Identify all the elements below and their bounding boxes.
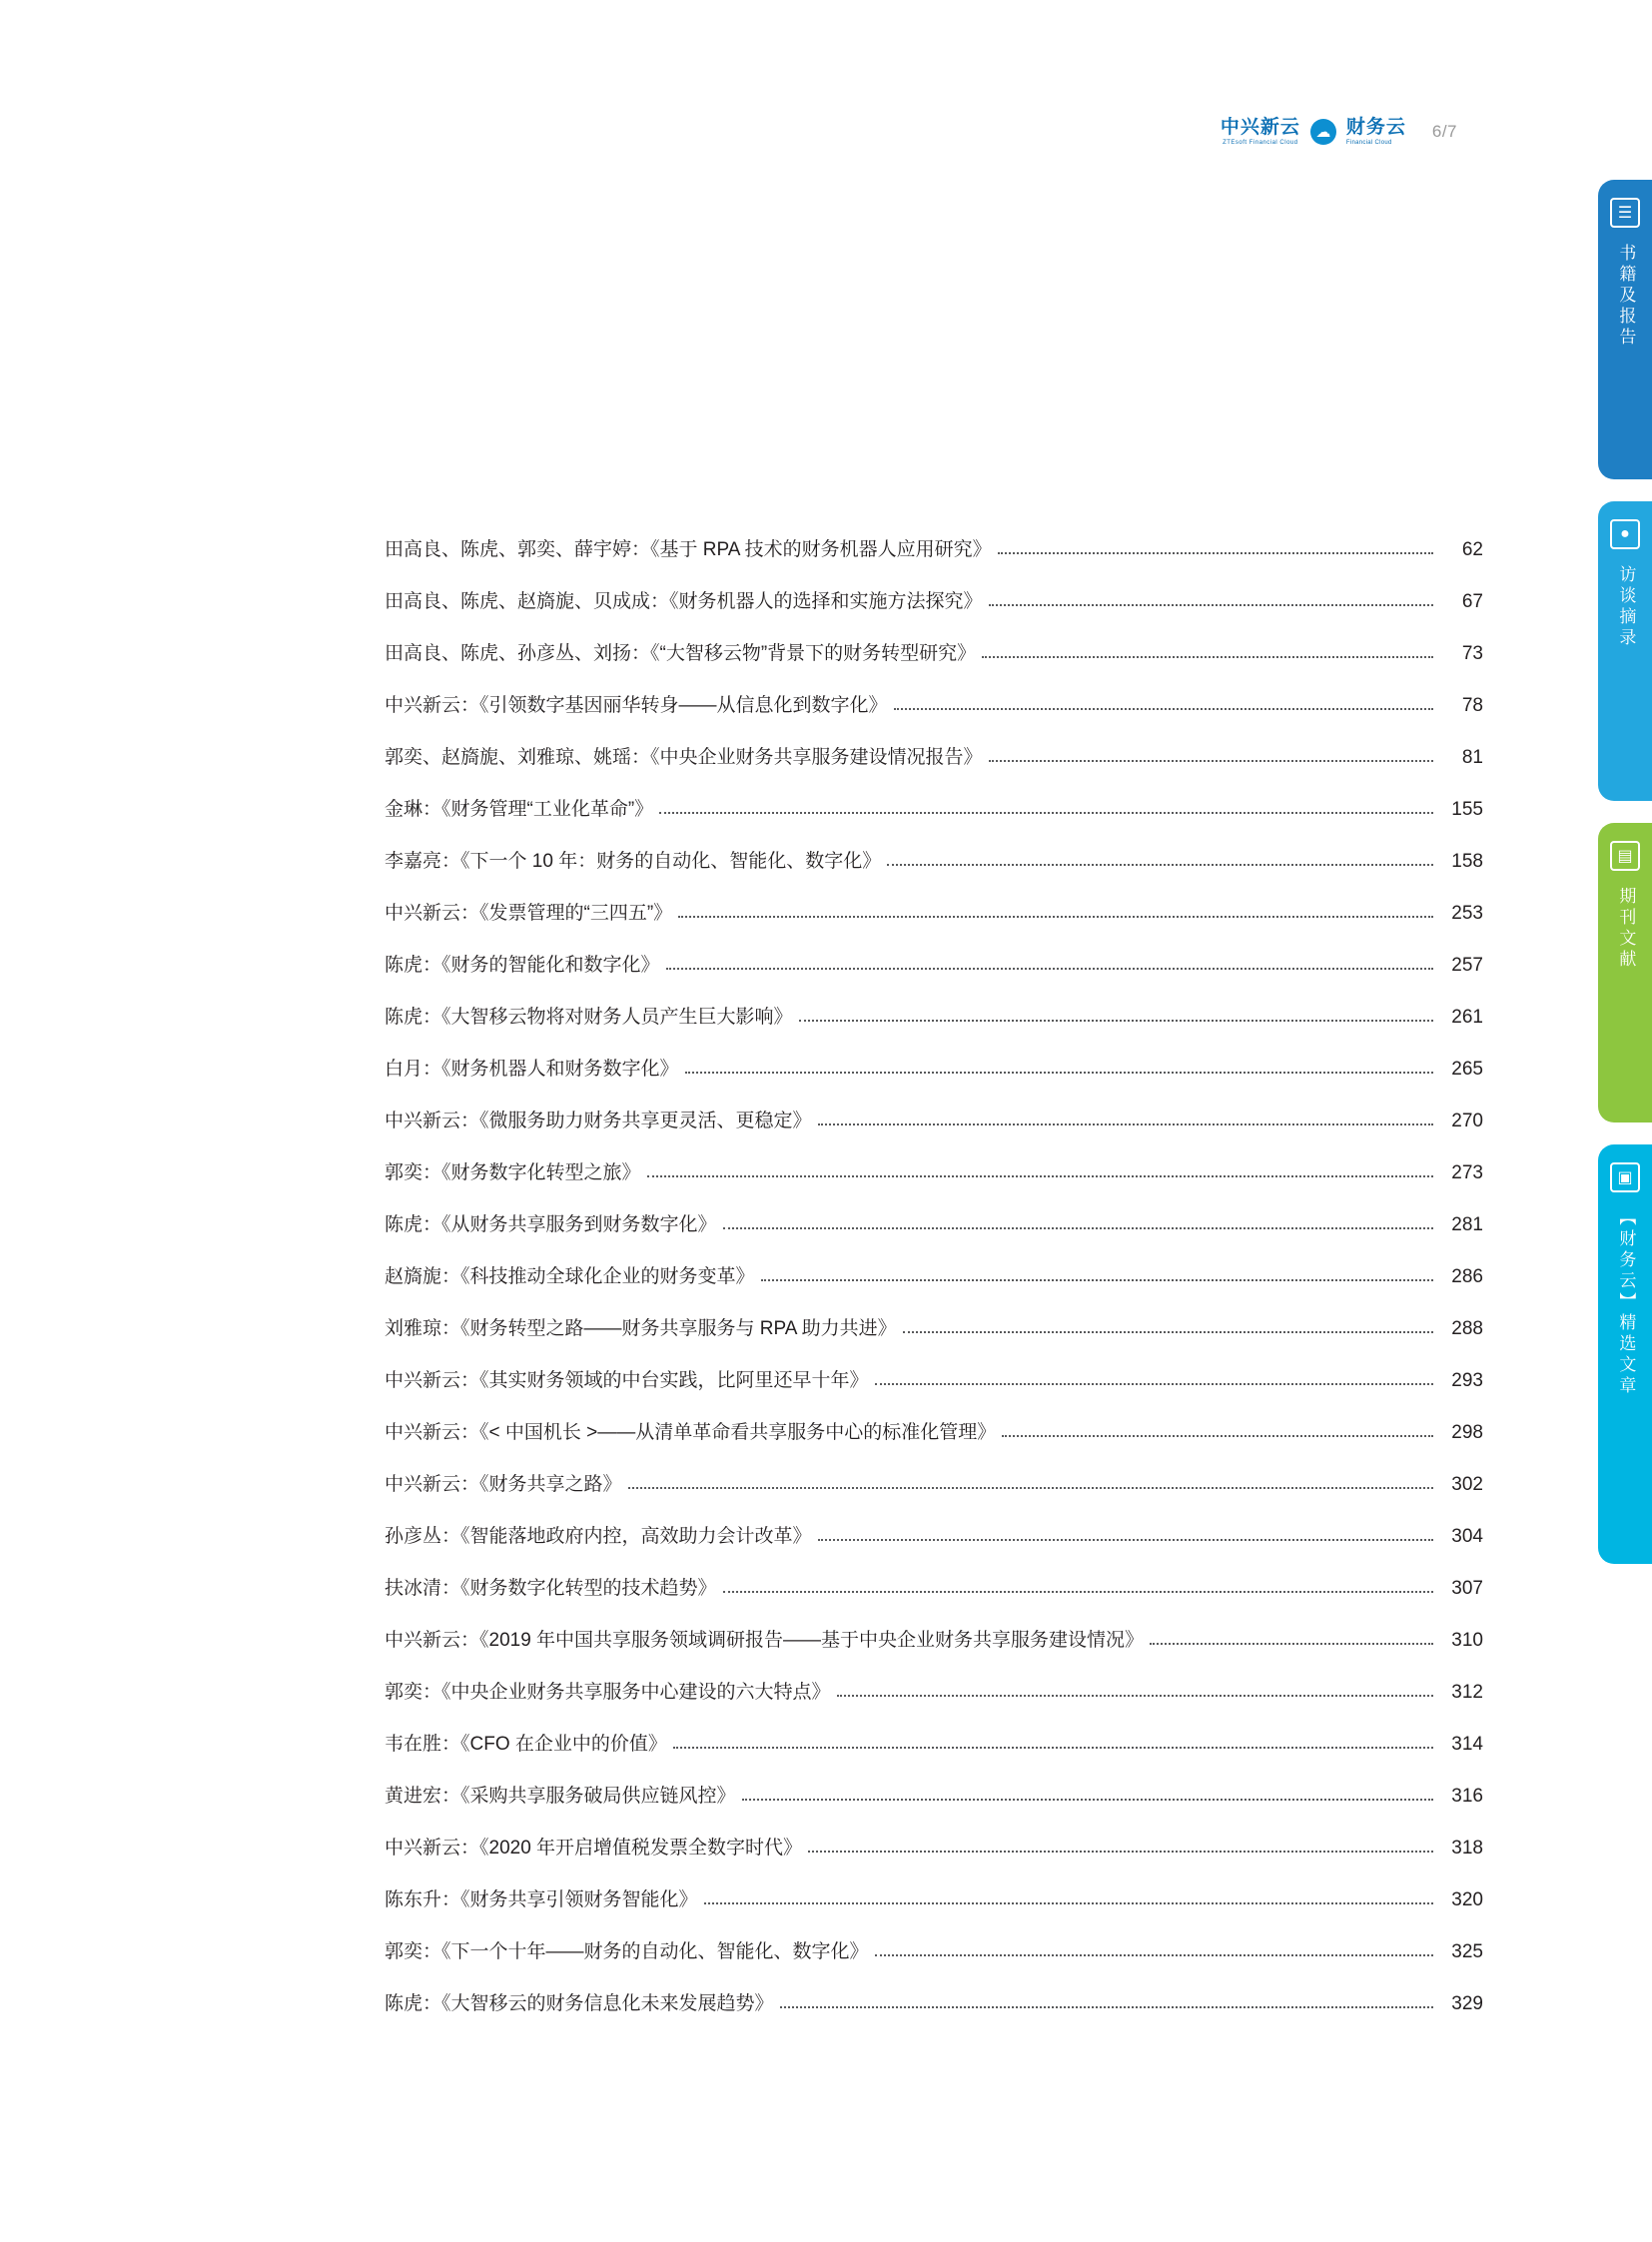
brand-zte-en: ZTEsoft Financial Cloud <box>1223 140 1298 146</box>
brand-logo <box>1221 118 1406 146</box>
toc-entry-page: 73 <box>1461 643 1483 664</box>
toc-entry[interactable] <box>385 717 1483 769</box>
toc-leader-dots <box>647 1175 1433 1177</box>
toc-entry-page: 257 <box>1451 955 1483 976</box>
toc-entry-title: 陈虎：《财务的智能化和数字化》 <box>385 955 660 976</box>
toc-entry-page: 325 <box>1451 1941 1483 1962</box>
toc-entry-title: 赵旖旎：《科技推动全球化企业的财务变革》 <box>385 1266 755 1287</box>
toc-leader-dots <box>628 1487 1433 1489</box>
toc-entry[interactable] <box>385 561 1483 613</box>
toc-entry-title: 金琳：《财务管理“工业化革命”》 <box>385 799 654 820</box>
side-tab-selected-articles-label: 【财务云】精选文章 <box>1616 1208 1636 1397</box>
toc-entry[interactable] <box>385 1963 1483 2015</box>
toc-entry-title: 中兴新云：《微服务助力财务共享更灵活、更稳定》 <box>385 1111 812 1131</box>
toc-leader-dots <box>989 760 1433 762</box>
brand-fin-en: Financial Cloud <box>1345 140 1392 146</box>
book-icon: ☰ <box>1610 198 1640 228</box>
toc-entry[interactable] <box>385 925 1483 977</box>
toc-leader-dots <box>780 2006 1433 2008</box>
toc-entry-title: 韦在胜：《CFO 在企业中的价值》 <box>385 1734 667 1755</box>
toc-leader-dots <box>673 1747 1433 1749</box>
toc-entry-title: 李嘉亮：《下一个 10 年：财务的自动化、智能化、数字化》 <box>385 851 882 872</box>
toc-entry[interactable] <box>385 821 1483 873</box>
toc-leader-dots <box>723 1591 1433 1593</box>
toc-entry[interactable] <box>385 977 1483 1029</box>
toc-leader-dots <box>1150 1643 1433 1645</box>
toc-entry-page: 81 <box>1461 747 1483 768</box>
toc-entry-title: 扶冰清：《财务数字化转型的技术趋势》 <box>385 1578 717 1599</box>
toc-entry[interactable] <box>385 1548 1483 1600</box>
toc-leader-dots <box>998 552 1433 554</box>
toc-leader-dots <box>903 1331 1433 1333</box>
toc-leader-dots <box>723 1227 1433 1229</box>
microphone-icon: ● <box>1610 519 1640 549</box>
toc-entry-page: 265 <box>1451 1059 1483 1080</box>
toc-entry-page: 62 <box>1461 539 1483 560</box>
toc-entry-title: 郭奕：《下一个十年——财务的自动化、智能化、数字化》 <box>385 1941 869 1962</box>
toc-entry-page: 281 <box>1451 1214 1483 1235</box>
toc-leader-dots <box>666 968 1433 970</box>
toc-entry[interactable] <box>385 1704 1483 1756</box>
toc-entry-page: 286 <box>1451 1266 1483 1287</box>
toc-leader-dots <box>875 1954 1433 1956</box>
toc-entry-title: 中兴新云：《财务共享之路》 <box>385 1474 622 1495</box>
toc-leader-dots <box>799 1020 1433 1022</box>
toc-entry[interactable] <box>385 1288 1483 1340</box>
toc-entry-page: 316 <box>1451 1786 1483 1807</box>
toc-entry-page: 273 <box>1451 1162 1483 1183</box>
toc-entry-title: 中兴新云：《2020 年开启增值税发票全数字时代》 <box>385 1838 803 1859</box>
toc-entry-page: 155 <box>1451 799 1483 820</box>
toc-entry-page: 310 <box>1451 1630 1483 1651</box>
side-tab-selected-articles[interactable] <box>1598 1144 1652 1564</box>
side-tab-books[interactable] <box>1598 180 1652 479</box>
toc-leader-dots <box>808 1851 1433 1853</box>
toc-entry-title: 陈东升：《财务共享引领财务智能化》 <box>385 1889 698 1910</box>
toc-entry-title: 白月：《财务机器人和财务数字化》 <box>385 1059 679 1080</box>
toc-entry-title: 中兴新云：《2019 年中国共享服务领域调研报告——基于中央企业财务共享服务建设情况》 <box>385 1630 1145 1651</box>
brand-zte <box>1221 118 1300 146</box>
toc-entry[interactable] <box>385 1444 1483 1496</box>
toc-entry-page: 270 <box>1451 1111 1483 1131</box>
toc-entry[interactable] <box>385 1496 1483 1548</box>
toc-entry[interactable] <box>385 1132 1483 1184</box>
toc-entry-title: 田高良、陈虎、赵旖旎、贝成成：《财务机器人的选择和实施方法探究》 <box>385 591 983 612</box>
toc-leader-dots <box>894 708 1433 710</box>
toc-entry-page: 302 <box>1451 1474 1483 1495</box>
toc-leader-dots <box>887 864 1433 866</box>
toc-entry-title: 中兴新云：《引领数字基因丽华转身——从信息化到数字化》 <box>385 695 888 716</box>
toc-leader-dots <box>742 1799 1433 1801</box>
brand-zte-cn: 中兴新云 <box>1220 117 1300 138</box>
toc-entry[interactable] <box>385 873 1483 925</box>
toc-entry-page: 307 <box>1451 1578 1483 1599</box>
cloud-icon: ☁ <box>1310 119 1336 145</box>
toc-entry-title: 郭奕：《财务数字化转型之旅》 <box>385 1162 641 1183</box>
toc-entry-page: 314 <box>1451 1734 1483 1755</box>
side-tab-interviews-label: 访谈摘录 <box>1616 565 1636 649</box>
toc-entry-page: 253 <box>1451 903 1483 924</box>
toc-leader-dots <box>818 1539 1433 1541</box>
toc-entry-title: 中兴新云：《< 中国机长 >——从清单革命看共享服务中心的标准化管理》 <box>385 1422 997 1443</box>
toc-entry[interactable] <box>385 1808 1483 1860</box>
toc-entry[interactable] <box>385 1756 1483 1808</box>
toc-entry-page: 288 <box>1451 1318 1483 1339</box>
toc-entry[interactable] <box>385 613 1483 665</box>
article-icon: ▣ <box>1610 1162 1640 1192</box>
toc-entry-title: 陈虎：《大智移云的财务信息化未来发展趋势》 <box>385 1993 774 2014</box>
toc-entry-page: 261 <box>1451 1007 1483 1028</box>
toc-entry[interactable] <box>385 1600 1483 1652</box>
side-tab-books-label: 书籍及报告 <box>1616 244 1636 349</box>
toc-entry[interactable] <box>385 1081 1483 1132</box>
toc-entry[interactable] <box>385 665 1483 717</box>
toc-entry-page: 312 <box>1451 1682 1483 1703</box>
brand-fin-cn: 财务云 <box>1345 117 1406 138</box>
toc-leader-dots <box>982 656 1433 658</box>
toc-entry-title: 中兴新云：《发票管理的“三四五”》 <box>385 903 673 924</box>
toc-entry-page: 293 <box>1451 1370 1483 1391</box>
toc-entry-page: 158 <box>1451 851 1483 872</box>
side-tab-interviews[interactable] <box>1598 501 1652 801</box>
toc-entry-page: 67 <box>1461 591 1483 612</box>
toc-entry-title: 郭奕、赵旖旎、刘雅琼、姚瑶：《中央企业财务共享服务建设情况报告》 <box>385 747 983 768</box>
toc-entry-page: 320 <box>1451 1889 1483 1910</box>
table-of-contents <box>385 509 1483 2015</box>
side-tab-journals-label: 期刊文献 <box>1616 887 1636 971</box>
toc-entry[interactable] <box>385 509 1483 561</box>
toc-leader-dots <box>989 604 1433 606</box>
toc-entry-title: 郭奕：《中央企业财务共享服务中心建设的六大特点》 <box>385 1682 831 1703</box>
toc-leader-dots <box>761 1279 1433 1281</box>
toc-entry[interactable] <box>385 1911 1483 1963</box>
brand-financial-cloud <box>1346 118 1406 146</box>
toc-entry-page: 78 <box>1461 695 1483 716</box>
toc-leader-dots <box>875 1383 1433 1385</box>
side-tab-rail <box>1584 180 1652 1564</box>
toc-leader-dots <box>818 1123 1433 1125</box>
toc-entry[interactable] <box>385 1340 1483 1392</box>
toc-leader-dots <box>704 1902 1433 1904</box>
toc-entry-title: 陈虎：《大智移云物将对财务人员产生巨大影响》 <box>385 1007 793 1028</box>
toc-entry-title: 黄进宏：《采购共享服务破局供应链风控》 <box>385 1786 736 1807</box>
toc-entry-title: 田高良、陈虎、郭奕、薛宇婷：《基于 RPA 技术的财务机器人应用研究》 <box>385 539 992 560</box>
page-number: 6/7 <box>1431 122 1457 141</box>
toc-entry-page: 298 <box>1451 1422 1483 1443</box>
journal-icon: ▤ <box>1610 841 1640 871</box>
toc-leader-dots <box>685 1072 1433 1074</box>
toc-entry-page: 304 <box>1451 1526 1483 1547</box>
page-header <box>1221 118 1457 146</box>
toc-entry-title: 田高良、陈虎、孙彦丛、刘扬：《“大智移云物”背景下的财务转型研究》 <box>385 643 977 664</box>
toc-entry[interactable] <box>385 1860 1483 1911</box>
toc-entry[interactable] <box>385 1029 1483 1081</box>
toc-leader-dots <box>1002 1435 1433 1437</box>
toc-leader-dots <box>659 812 1433 814</box>
toc-entry[interactable] <box>385 1392 1483 1444</box>
toc-entry[interactable] <box>385 769 1483 821</box>
toc-leader-dots <box>678 916 1433 918</box>
toc-entry[interactable] <box>385 1652 1483 1704</box>
toc-entry-title: 孙彦丛：《智能落地政府内控，高效助力会计改革》 <box>385 1526 812 1547</box>
toc-entry-page: 318 <box>1451 1838 1483 1859</box>
toc-entry[interactable] <box>385 1184 1483 1236</box>
toc-entry[interactable] <box>385 1236 1483 1288</box>
toc-entry-title: 刘雅琼：《财务转型之路——财务共享服务与 RPA 助力共进》 <box>385 1318 897 1339</box>
toc-entry-page: 329 <box>1451 1993 1483 2014</box>
toc-entry-title: 中兴新云：《其实财务领域的中台实践，比阿里还早十年》 <box>385 1370 869 1391</box>
side-tab-journals[interactable] <box>1598 823 1652 1122</box>
toc-leader-dots <box>837 1695 1433 1697</box>
toc-entry-title: 陈虎：《从财务共享服务到财务数字化》 <box>385 1214 717 1235</box>
